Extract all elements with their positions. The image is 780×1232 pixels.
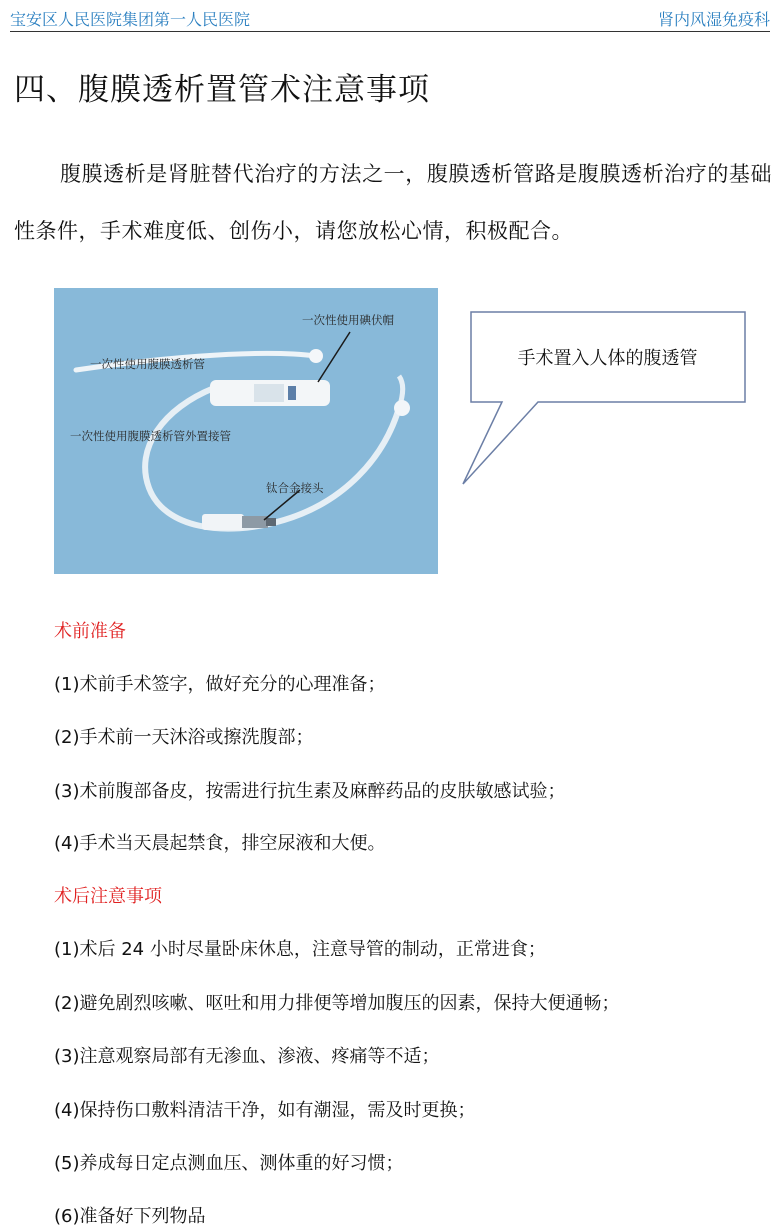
catheter-photo [54,288,438,574]
intro-paragraph: 腹膜透析是肾脏替代治疗的方法之一，腹膜透析管路是腹膜透析治疗的基础性条件，手术难度低、创伤小，请您放松心情，积极配合。 [14,162,772,243]
catheter-illustration [54,288,438,574]
page-header [10,6,770,32]
post-op-item: (3)注意观察局部有无渗血、渗液、疼痛等不适； [54,1046,440,1067]
post-op-item: (1)术后 24 小时尽量卧床休息，注意导管的制动，正常进食； [54,939,546,960]
post-op-item: (5)养成每日定点测血压、测体重的好习惯； [54,1153,404,1174]
header-hospital-name: 宝安区人民医院集团第一人民医院 [10,10,251,29]
pre-op-item: (4)手术当天晨起禁食，排空尿液和大便。 [54,833,386,854]
pre-op-item: (3)术前腹部备皮，按需进行抗生素及麻醉药品的皮肤敏感试验； [54,781,566,802]
section-title: 四、腹膜透析置管术注意事项 [14,72,430,108]
callout-text: 手术置入人体的腹透管 [517,348,698,369]
label-external-tube: 一次性使用腹膜透析管外置接管 [70,429,231,443]
post-op-item: (2)避免剧烈咳嗽、呕吐和用力排便等增加腹压的因素，保持大便通畅； [54,993,620,1014]
pre-op-item: (1)术前手术签字，做好充分的心理准备； [54,674,386,695]
callout-box [460,306,750,491]
header-department: 肾内风湿免疫科 [657,10,770,29]
label-dialysis-tube: 一次性使用腹膜透析管 [90,357,205,371]
callout-bubble [460,306,750,491]
post-op-heading: 术后注意事项 [54,886,162,907]
label-titanium-connector: 钛合金接头 [266,481,324,495]
post-op-item: (4)保持伤口敷料清洁干净，如有潮湿，需及时更换； [54,1100,476,1121]
pre-op-item: (2)手术前一天沐浴或擦洗腹部； [54,727,314,748]
post-op-item: (6)准备好下列物品 [54,1206,206,1227]
label-iodine-cap: 一次性使用碘伏帽 [302,313,394,327]
pre-op-heading: 术前准备 [54,621,126,642]
